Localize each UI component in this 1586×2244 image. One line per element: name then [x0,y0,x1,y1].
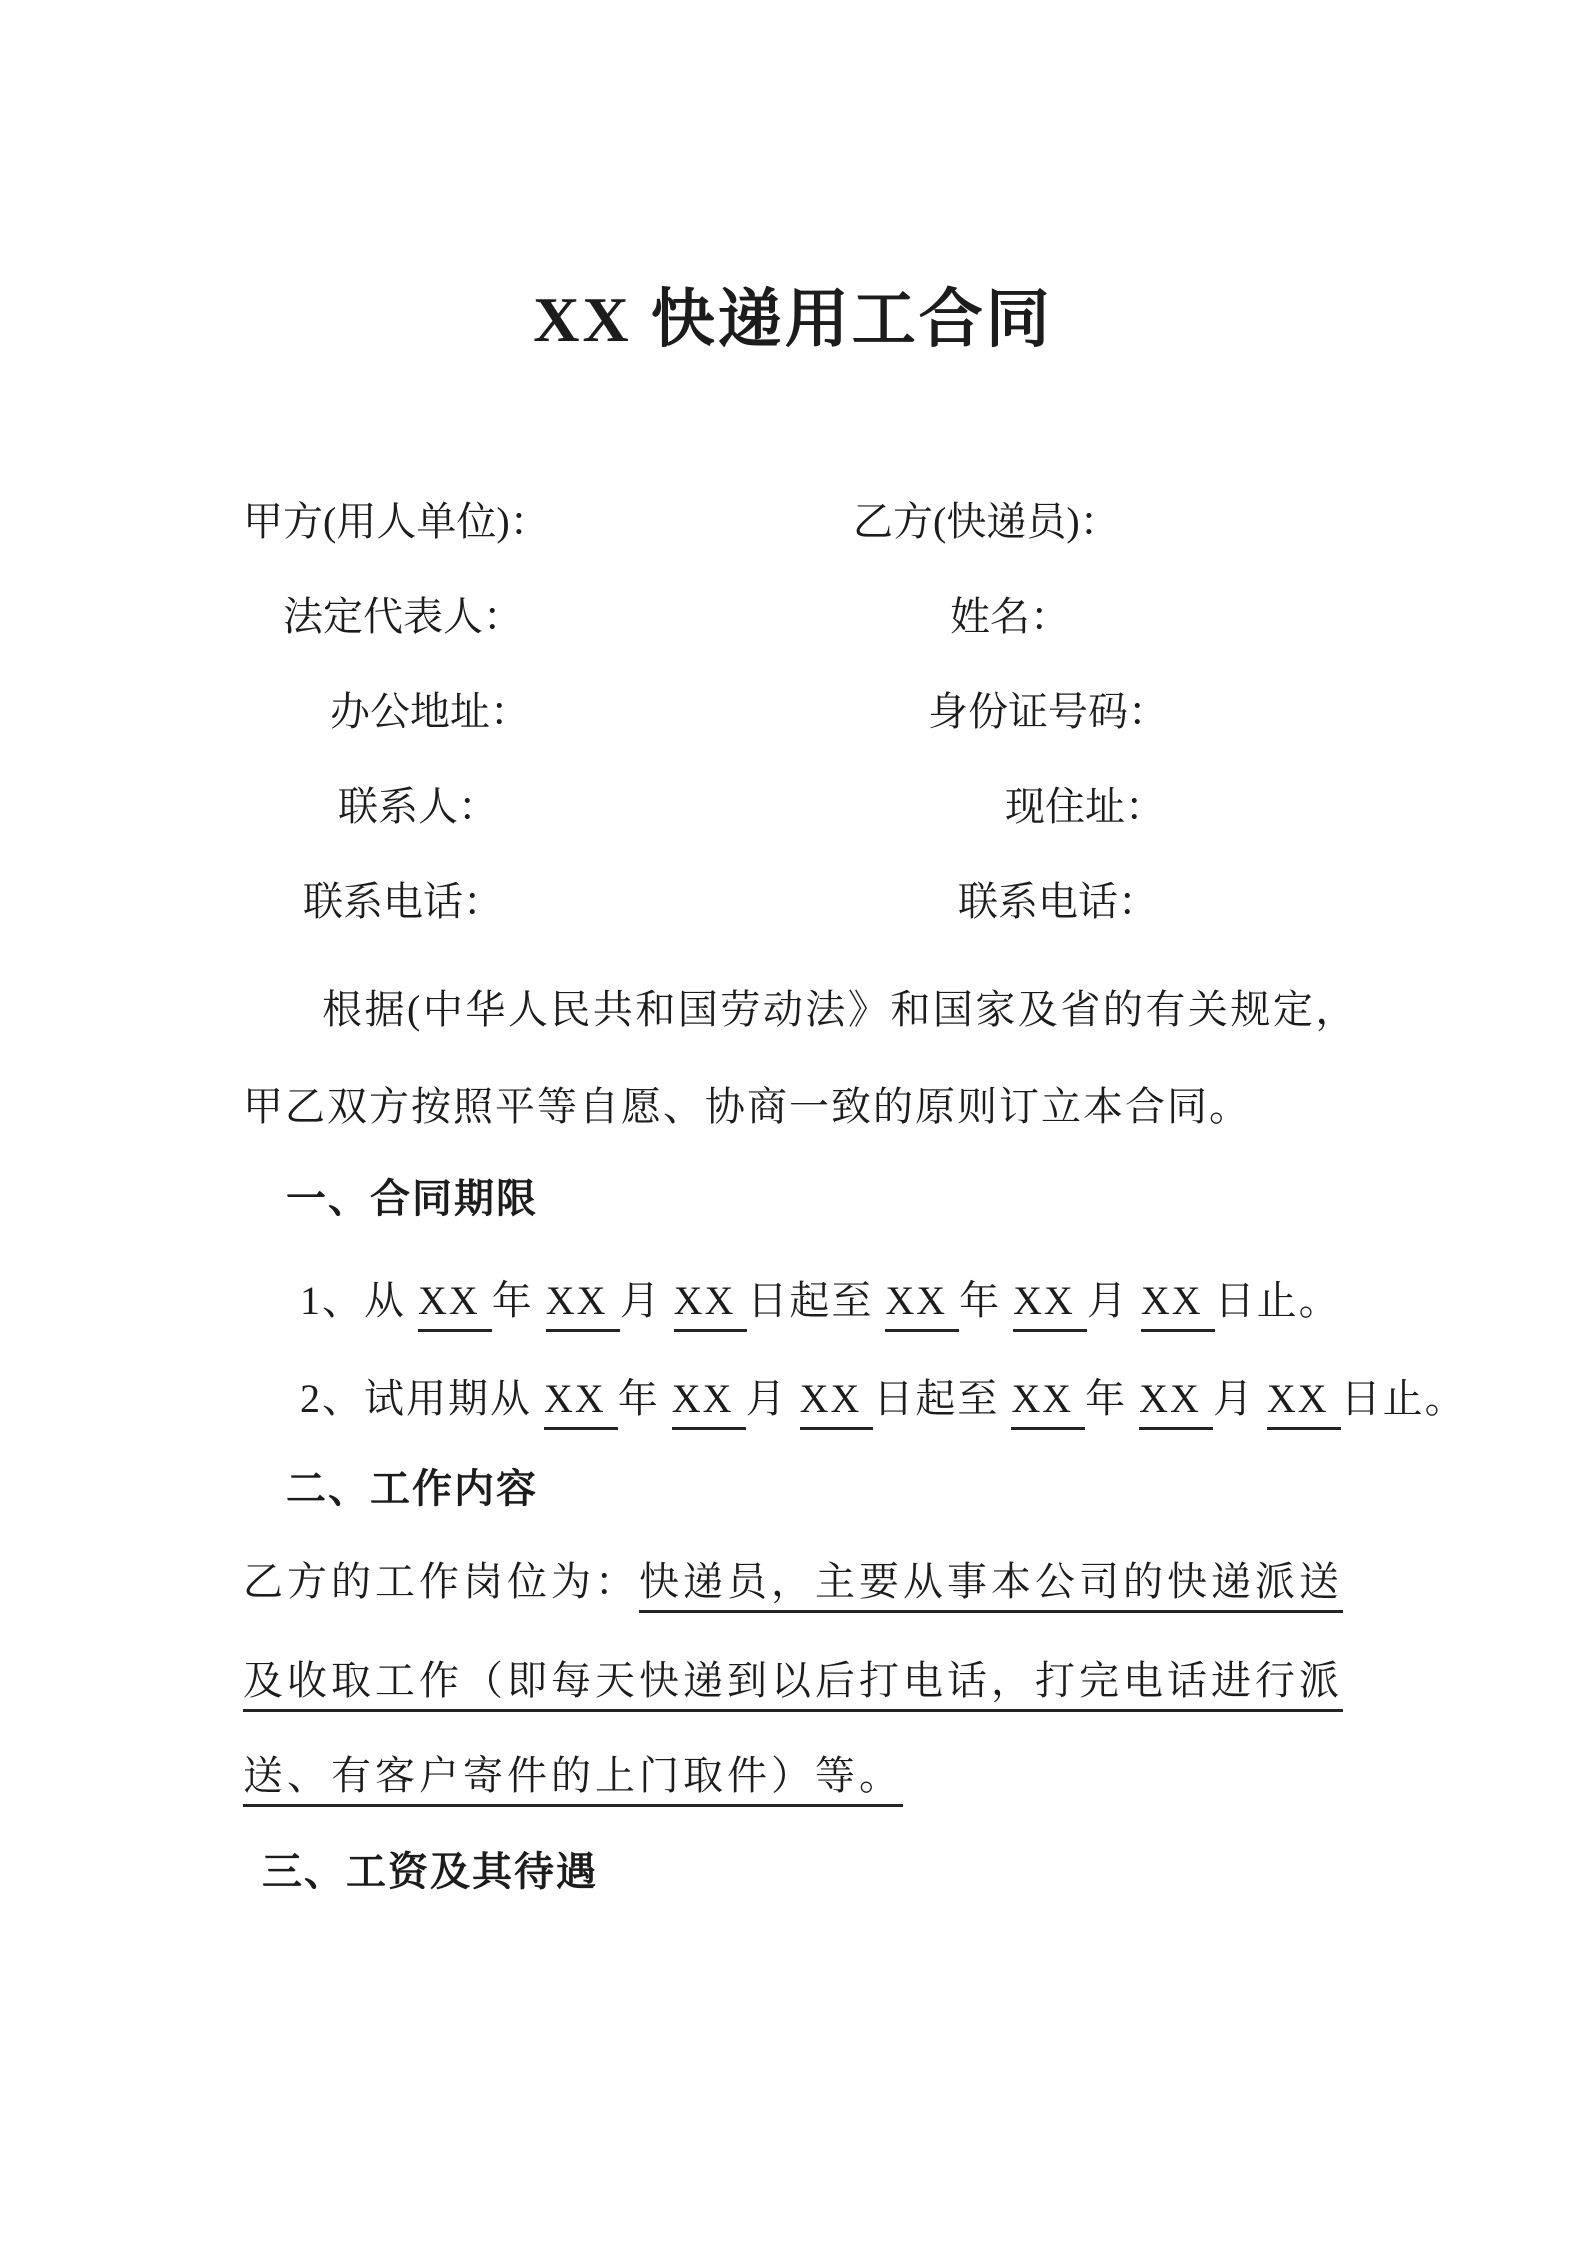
section-heading-2 [286,1465,538,1513]
text-segment: 三、工资及其待遇 [262,1849,598,1894]
text-segment: 年 [491,1278,546,1323]
underlined-text-segment: 送、有客户寄件的上门取件）等。 [243,1753,903,1807]
text-segment: 年 [1085,1376,1140,1421]
clause-1-contract-term [300,1277,1341,1325]
text-segment: 日止。 [1340,1376,1467,1421]
intro-paragraph-line-1 [322,986,1358,1034]
text-segment: 月 [1086,1278,1141,1323]
text-segment: 日止。 [1214,1278,1341,1323]
underlined-text-segment: XX [1267,1376,1341,1430]
party-field-label-right-1: 姓名： [950,594,1070,639]
party-field-label-left-4: 联系电话： [303,879,503,924]
underlined-text-segment: XX [885,1278,959,1332]
text-segment: 月 [619,1278,674,1323]
intro-paragraph-line-2 [243,1083,1251,1131]
underlined-text-segment: 及收取工作（即每天快递到以后打电话，打完电话进行派 [243,1658,1343,1712]
text-segment: 2、试用期从 [300,1376,544,1421]
underlined-text-segment: XX [1141,1278,1215,1332]
underlined-text-segment: XX [546,1278,620,1332]
job-description-line-2 [243,1657,1343,1705]
job-description-line-3 [243,1752,903,1800]
text-segment: 日起至 [873,1376,1012,1421]
underlined-text-segment: XX [674,1278,748,1332]
underlined-text-segment: XX [800,1376,874,1430]
text-segment: 甲乙双方按照平等自愿、协商一致的原则订立本合同。 [243,1084,1251,1129]
party-field-label-left-2: 办公地址： [330,689,530,734]
party-field-label-right-2: 身份证号码： [928,689,1168,734]
section-heading-3 [262,1848,598,1896]
party-field-label-left-3: 联系人： [338,784,498,829]
text-segment: 年 [617,1376,672,1421]
underlined-text-segment: XX [672,1376,746,1430]
job-description-line-1 [243,1558,1343,1606]
underlined-text-segment: XX [1011,1376,1085,1430]
text-segment: 1、从 [300,1278,418,1323]
text-segment: 月 [1212,1376,1267,1421]
clause-2-probation-term [300,1375,1467,1423]
underlined-text-segment: 快递员，主要从事本公司的快递派送 [639,1559,1343,1613]
document-title: XX 快递用工合同 [533,284,1053,355]
party-field-label-left-1: 法定代表人： [283,594,523,639]
text-segment: 二、工作内容 [286,1466,538,1511]
underlined-text-segment: XX [418,1278,492,1332]
text-segment: 一、合同期限 [286,1176,538,1221]
party-field-label-right-0: 乙方(快递员)： [853,499,1120,544]
text-segment: 年 [959,1278,1014,1323]
section-heading-1 [286,1175,538,1223]
party-field-label-right-4: 联系电话： [958,879,1158,924]
text-segment: 乙方的工作岗位为： [243,1559,639,1604]
text-segment: 月 [745,1376,800,1421]
party-field-label-left-0: 甲方(用人单位)： [243,499,550,544]
text-segment: 日起至 [747,1278,886,1323]
party-field-label-right-3: 现住址： [1005,784,1165,829]
underlined-text-segment: XX [1139,1376,1213,1430]
underlined-text-segment: XX [544,1376,618,1430]
text-segment: 根据(中华人民共和国劳动法》和国家及省的有关规定， [322,987,1358,1032]
underlined-text-segment: XX [1013,1278,1087,1332]
